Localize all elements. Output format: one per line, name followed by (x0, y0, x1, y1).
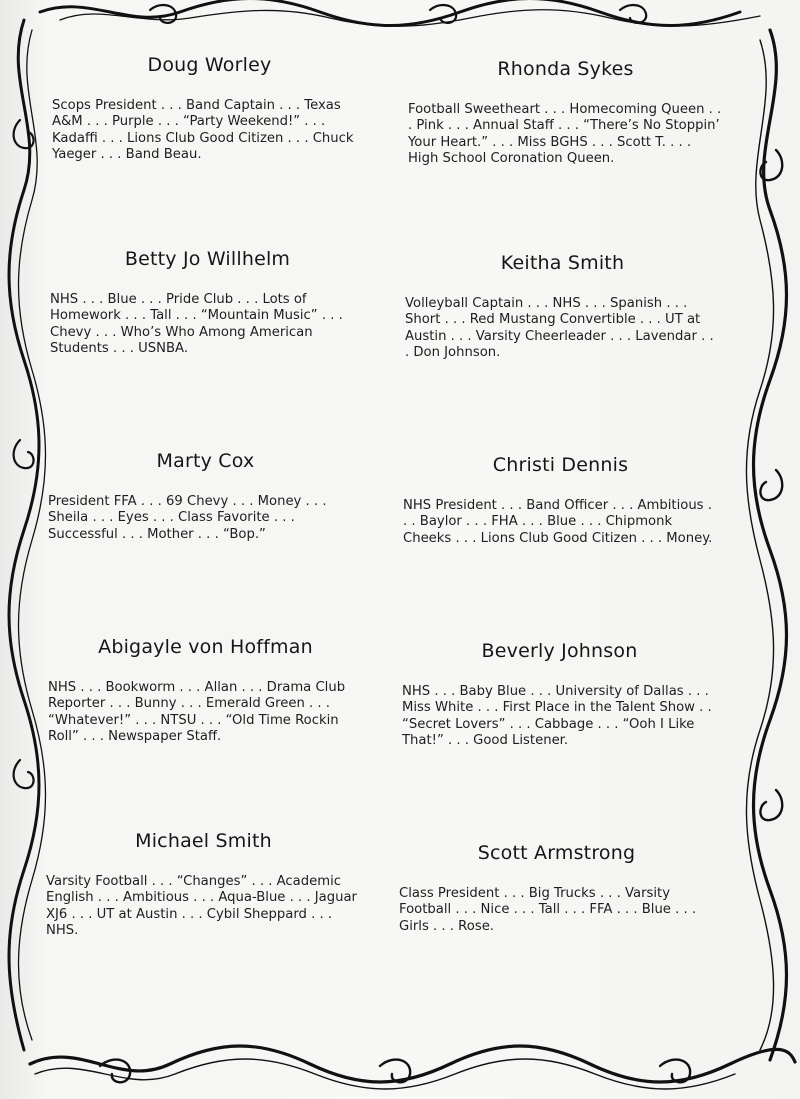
left-flourish (9, 20, 46, 1050)
senior-entry-doug-worley (52, 54, 367, 164)
senior-bio: Volleyball Captain . . . NHS . . . Spanish . . . Short . . . Red Mustang Convertible . . . UT at Austin . . . Varsity Cheerleader . . . Lavendar . . . Don Johnson. (405, 296, 714, 361)
top-flourish (40, 0, 760, 26)
right-flourish (746, 30, 786, 1060)
senior-name: Rhonda Sykes (497, 58, 634, 80)
senior-name: Betty Jo Willhelm (124, 248, 291, 270)
senior-name: Beverly Johnson (481, 640, 638, 662)
senior-bio: NHS . . . Blue . . . Pride Club . . . Lots of Homework . . . Tall . . . “Mountain Music” . . . Chevy . . . Who’s Who Among American Students . . . USNBA. (50, 292, 343, 357)
senior-bio: President FFA . . . 69 Chevy . . . Money . . . Sheila . . . Eyes . . . Class Favorite . . . Successful . . . Mother . . . “Bop.” (48, 494, 327, 542)
senior-entry-marty-cox (48, 450, 363, 543)
senior-bio: NHS . . . Bookworm . . . Allan . . . Drama Club Reporter . . . Bunny . . . Emerald Green . . . “Whatever!” . . . NTSU . . . “Old Time Rockin Roll” . . . Newspaper Staff. (48, 680, 346, 745)
senior-bio: Scops President . . . Band Captain . . . Texas A&M . . . Purple . . . “Party Weekend!” . . . Kadaffi . . . Lions Club Good Citizen . . . Chuck Yaeger . . . Band Beau. (52, 98, 354, 163)
senior-entry-scott-armstrong (399, 842, 714, 935)
senior-bio: Class President . . . Big Trucks . . . Varsity Football . . . Nice . . . Tall . . . FFA . . . Blue . . . Girls . . . Rose. (399, 886, 697, 934)
senior-name: Michael Smith (135, 830, 272, 852)
senior-bio: NHS . . . Baby Blue . . . University of Dallas . . . Miss White . . . First Place in the Talent Show . . “Secret Lovers” . . . Cabbage . . . “Ooh I Like That!” . . . Good Listener. (402, 684, 712, 749)
senior-entry-beverly-johnson (402, 640, 717, 750)
senior-name: Scott Armstrong (477, 842, 636, 864)
senior-bio: NHS President . . . Band Officer . . . Ambitious . . . Baylor . . . FHA . . . Blue . . . Chipmonk Cheeks . . . Lions Club Good Citizen . . . Money. (403, 498, 713, 546)
senior-name: Doug Worley (147, 54, 272, 76)
bottom-flourish (30, 1046, 795, 1089)
senior-name: Keitha Smith (500, 252, 625, 274)
senior-name: Marty Cox (156, 450, 255, 472)
senior-entry-christi-dennis (403, 454, 718, 547)
senior-entry-michael-smith (46, 830, 361, 940)
senior-bio: Football Sweetheart . . . Homecoming Queen . . . Pink . . . Annual Staff . . . “There’s No Stoppin’ Your Heart.” . . . Miss BGHS . . . Scott T. . . . High School Coronation Queen. (408, 102, 722, 167)
senior-name: Christi Dennis (492, 454, 629, 476)
senior-entry-abigayle-von-hoffman (48, 636, 363, 746)
senior-bio: Varsity Football . . . “Changes” . . . Academic English . . . Ambitious . . . Aqua-Blue . . . Jaguar XJ6 . . . UT at Austin . . . Cybil Sheppard . . . NHS. (46, 874, 357, 939)
senior-name: Abigayle von Hoffman (98, 636, 313, 658)
senior-entry-betty-jo-willhelm (50, 248, 365, 358)
senior-entry-keitha-smith (405, 252, 720, 362)
senior-entry-rhonda-sykes (408, 58, 723, 168)
